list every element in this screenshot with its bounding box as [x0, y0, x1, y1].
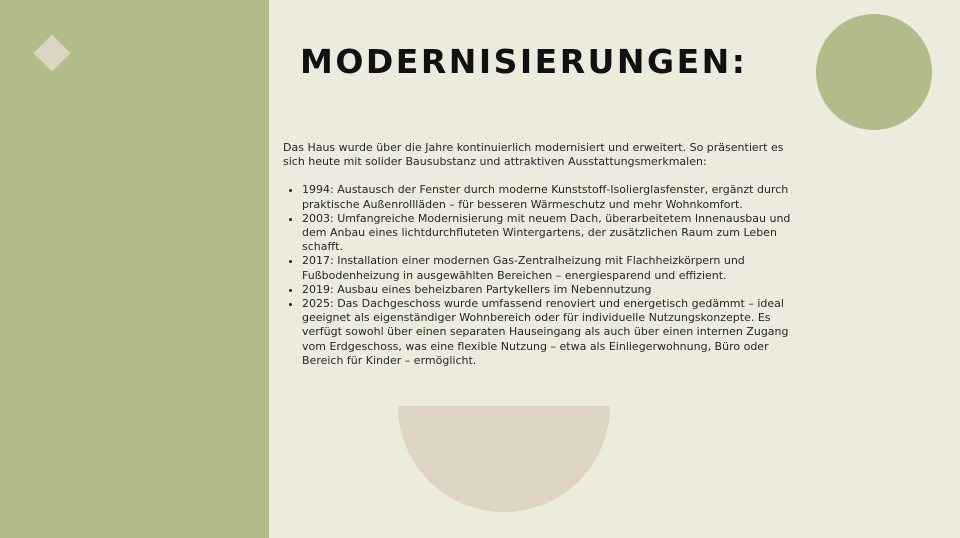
- intro-paragraph: Das Haus wurde über die Jahre kontinuierlich modernisiert und erweitert. So präsentiert es sich heute mit solider Bausubstanz und attraktiven Ausstattungsmerkmalen:: [283, 141, 784, 169]
- list-item: • 1994: Austausch der Fenster durch moderne Kunststoff-Isolierglasfenster, ergänzt durch praktische Außenrollläden – für besseren Wärmeschutz und mehr Wohnkomfort.: [302, 183, 803, 211]
- slide-title: MODERNISIERUNGEN:: [300, 42, 748, 81]
- slide-body: [283, 141, 803, 368]
- list-item: • 2019: Ausbau eines beheizbaren Partykellers im Nebennutzung: [302, 283, 803, 297]
- modernization-list: [283, 183, 803, 368]
- list-item: • 2017: Installation einer modernen Gas-Zentralheizung mit Flachheizkörpern und Fußbodenheizung in ausgewählten Bereichen – energiesparend und effizient.: [302, 254, 803, 282]
- list-item: • 2003: Umfangreiche Modernisierung mit neuem Dach, überarbeitetem Innenausbau und dem Anbau eines lichtdurchfluteten Wintergartens, der zusätzlichen Raum zum Leben schafft.: [302, 212, 803, 255]
- half-circle-decoration: [398, 406, 610, 512]
- circle-decoration: [816, 14, 932, 130]
- left-green-panel: [0, 0, 269, 538]
- list-item: • 2025: Das Dachgeschoss wurde umfassend renoviert und energetisch gedämmt – ideal geeignet als eigenständiger Wohnbereich oder für individuelle Nutzungskonzepte. Es verfügt sowohl über einen separaten Hauseingang als auch über einen internen Zugang vom Erdgeschoss, was eine flexible Nutzung – etwa als Einliegerwohnung, Büro oder Bereich für Kinder – ermöglicht.: [302, 297, 803, 368]
